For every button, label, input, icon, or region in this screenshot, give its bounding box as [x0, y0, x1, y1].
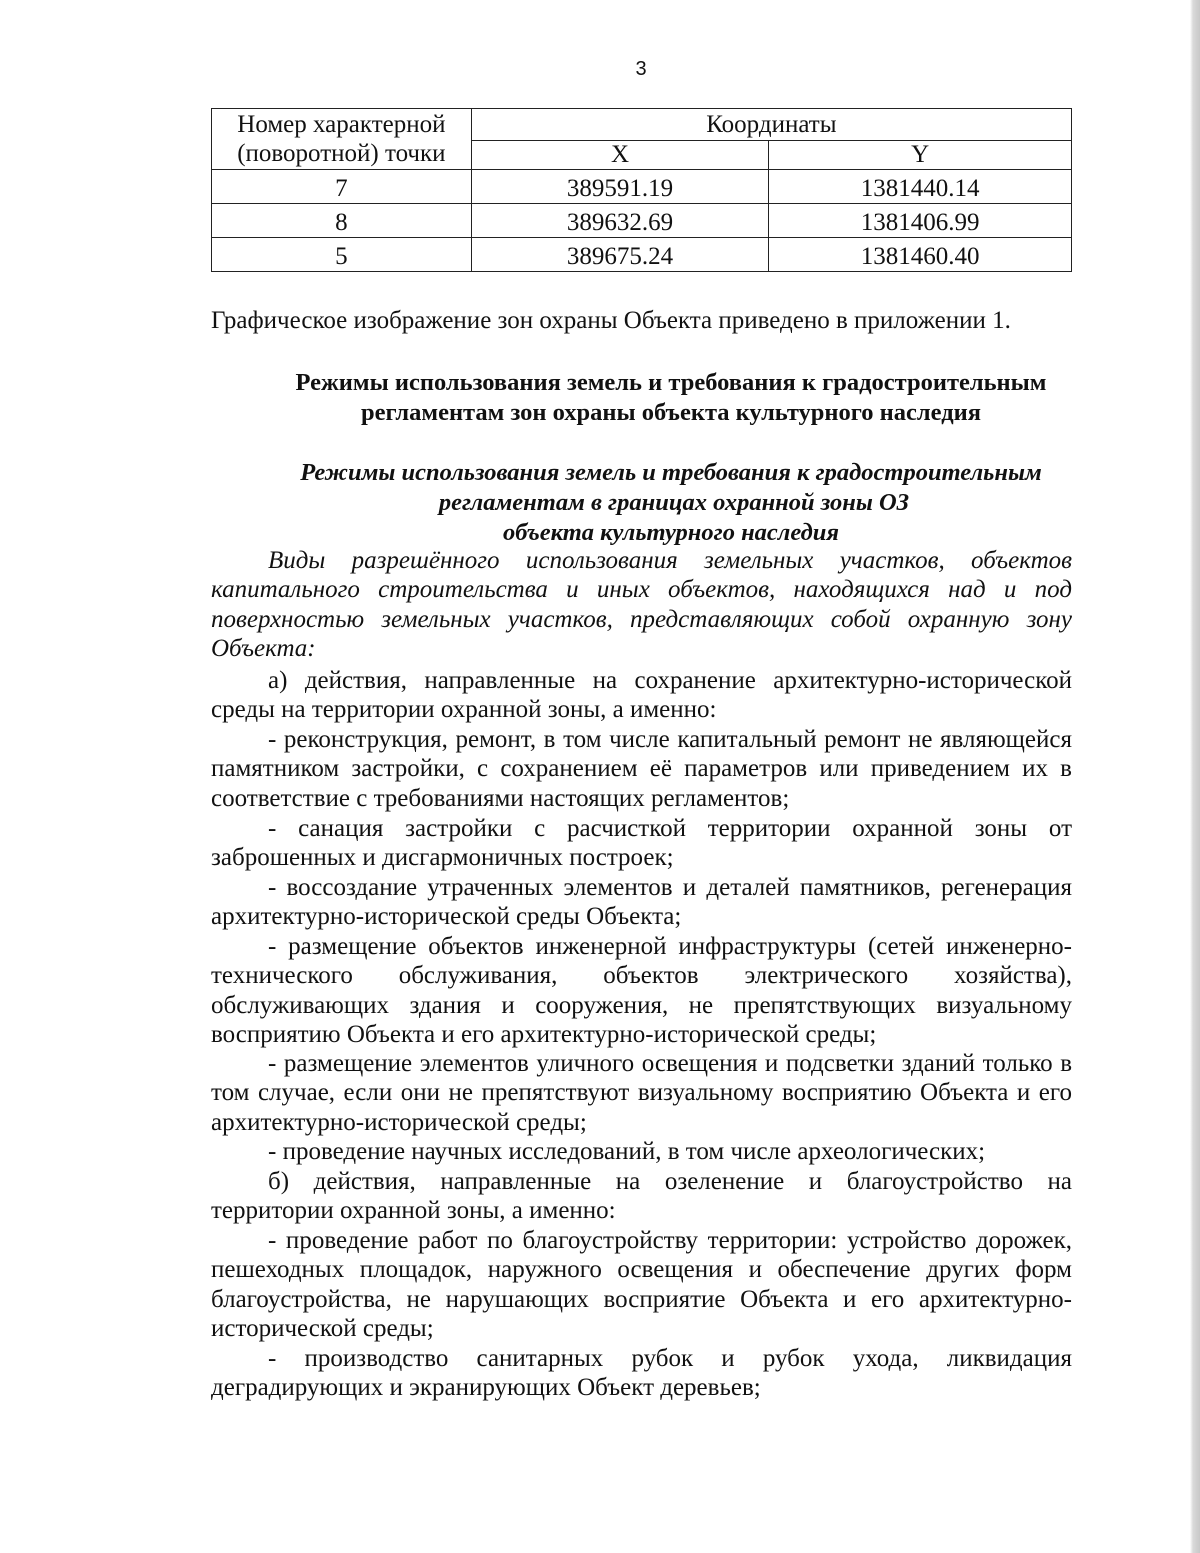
table-row	[212, 169, 1072, 203]
body-paragraph: б) действия, направленные на озеленение и благоустройство на территории охранной зоны, а именно:	[211, 1168, 1072, 1225]
table-row	[212, 237, 1072, 271]
subsection-heading-line: Режимы использования земель и требования к градостроительным	[300, 459, 1042, 486]
body-paragraph: - проведение научных исследований, в том числе археологических;	[268, 1138, 986, 1165]
table-header-x: X	[471, 141, 769, 170]
y-coordinate-cell: 1381440.14	[769, 169, 1072, 203]
body-paragraph: - воссоздание утраченных элементов и деталей памятников, регенерация архитектурно-исторической среды Объекта;	[211, 874, 1072, 931]
body-paragraph: - санация застройки с расчисткой территории охранной зоны от заброшенных и дисгармоничных построек;	[211, 815, 1072, 872]
table-header-coordinates: Координаты	[471, 109, 1071, 141]
y-coordinate-cell: 1381460.40	[769, 237, 1072, 271]
table-header-y: Y	[769, 141, 1072, 170]
body-paragraph: - проведение работ по благоустройству территории: устройство дорожек, пешеходных площадок, наружного освещения и обеспечение других форм благоустройства, не нарушающих восприятие Объекта и его архитектурно-исторической среды;	[211, 1227, 1072, 1342]
table-row	[212, 203, 1072, 237]
subsection-heading	[270, 458, 1072, 548]
graphic-note: Графическое изображение зон охраны Объекта приведено в приложении 1.	[211, 307, 1011, 334]
x-coordinate-cell: 389591.19	[471, 169, 769, 203]
body-paragraph: - производство санитарных рубок и рубок ухода, ликвидация деградирующих и экранирующих Объект деревьев;	[211, 1345, 1072, 1402]
body-paragraph: - размещение объектов инженерной инфраструктуры (сетей инженерно-технического обслуживания, объектов электрического хозяйства), обслуживающих здания и сооружения, не препятствующих визуальному восприятию Объекта и его архитектурно-исторической среды;	[211, 933, 1072, 1048]
subsection-heading-line: объекта культурного наследия	[502, 519, 840, 546]
body-paragraph: а) действия, направленные на сохранение архитектурно-исторической среды на территории охранной зоны, а именно:	[211, 667, 1072, 724]
x-coordinate-cell: 389632.69	[471, 203, 769, 237]
point-number-cell: 7	[212, 169, 472, 203]
point-number-cell: 5	[212, 237, 472, 271]
x-coordinate-cell: 389675.24	[471, 237, 769, 271]
body-paragraph: - реконструкция, ремонт, в том числе капитальный ремонт не являющейся памятником застройки, с сохранением её параметров или приведением их в соответствие с требованиями настоящих регламентов;	[211, 726, 1072, 812]
y-coordinate-cell: 1381406.99	[769, 203, 1072, 237]
coordinates-table	[211, 108, 1072, 272]
intro-paragraph: Виды разрешённого использования земельных участков, объектов капитального строительства и иных объектов, находящихся над и под поверхностью земельных участков, представляющих собой охранную зону Объекта:	[211, 547, 1072, 662]
scan-edge-shadow	[1100, 0, 1200, 1553]
body-paragraph: - размещение элементов уличного освещения и подсветки зданий только в том случае, если они не препятствуют визуальному восприятию Объекта и его архитектурно-исторической среды;	[211, 1050, 1072, 1136]
page-number: 3	[635, 58, 647, 80]
subsection-heading-line: регламентам в границах охранной зоны ОЗ	[438, 489, 910, 516]
point-number-cell: 8	[212, 203, 472, 237]
table-header-point: Номер характерной (поворотной) точки	[212, 109, 472, 170]
section-heading: Режимы использования земель и требования к градостроительным регламентам зон охраны объекта культурного наследия	[295, 369, 1047, 426]
